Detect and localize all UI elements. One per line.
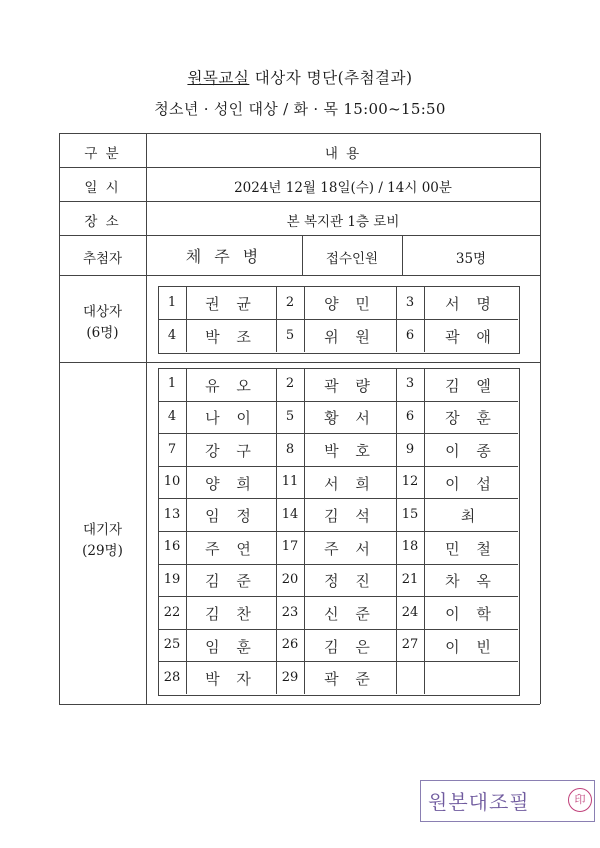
drawer-label: 추첨자 — [82, 251, 123, 267]
entry-number: 19 — [163, 571, 181, 587]
entry-number: 8 — [285, 441, 295, 457]
entry-number: 20 — [281, 571, 299, 587]
entry-name: 곽 준 — [324, 670, 376, 689]
entry-name: 나 이 — [205, 409, 257, 428]
entry-number: 2 — [285, 376, 295, 392]
entry-number: 28 — [163, 669, 181, 685]
entry-name: 서 희 — [324, 474, 376, 493]
entry-number: 24 — [401, 604, 419, 620]
entry-number: 13 — [163, 506, 181, 522]
entry-number: 15 — [401, 506, 419, 522]
entry-name: 이 종 — [445, 442, 497, 460]
entry-name: 김 준 — [205, 572, 257, 591]
entry-number: 2 — [285, 294, 295, 310]
title-main: 원목교실 — [187, 69, 250, 87]
entry-number: 14 — [281, 506, 299, 522]
entry-number: 5 — [285, 408, 295, 424]
entry-name: 양 민 — [324, 295, 376, 313]
entry-name: 김 찬 — [205, 605, 257, 623]
entry-number: 18 — [401, 539, 419, 555]
waiting-label-line2: (29명) — [82, 543, 123, 559]
stamp-text: 원본대조필 — [428, 790, 530, 814]
entry-name: 양 희 — [205, 474, 257, 493]
place-value: 본 복지관 1층 로비 — [286, 214, 400, 230]
entry-name: 이 섭 — [445, 474, 497, 493]
entry-name: 민 철 — [445, 539, 497, 558]
entry-number: 6 — [405, 408, 415, 424]
entry-number: 3 — [405, 294, 415, 310]
entry-name: 황 서 — [324, 409, 376, 428]
entry-number: 26 — [281, 637, 299, 653]
entry-name: 권 균 — [205, 295, 257, 313]
entry-name: 이 빈 — [445, 637, 497, 656]
received-label: 접수인원 — [325, 251, 379, 267]
entry-name: 강 구 — [205, 442, 257, 460]
entry-number: 29 — [281, 669, 299, 685]
entry-name: 주 연 — [205, 539, 257, 558]
entry-number: 11 — [281, 474, 299, 490]
entry-name: 곽 애 — [445, 328, 497, 346]
entry-number: 25 — [163, 637, 181, 653]
entry-number: 16 — [163, 539, 181, 555]
document-subtitle: 청소년 · 성인 대상 / 화 · 목 15:00~15:50 — [154, 100, 446, 118]
selected-label-line1: 대상자 — [82, 304, 123, 320]
waiting-label-line1: 대기자 — [82, 522, 123, 538]
entry-number: 7 — [167, 441, 177, 457]
entry-number: 5 — [285, 327, 295, 343]
entry-name: 유 오 — [205, 376, 257, 395]
entry-name: 임 정 — [205, 507, 257, 526]
entry-number: 17 — [281, 539, 299, 555]
category-value: 내 용 — [324, 146, 362, 162]
entry-number: 3 — [405, 376, 415, 392]
entry-name: 서 명 — [445, 295, 497, 313]
title-rest: 대상자 명단(추첨결과) — [249, 69, 413, 87]
entry-number: 6 — [405, 327, 415, 343]
entry-number: 23 — [281, 604, 299, 620]
entry-name: 김 은 — [324, 637, 376, 656]
entry-name: 정 진 — [324, 572, 376, 591]
entry-number: 27 — [401, 637, 419, 653]
entry-name: 임 훈 — [205, 637, 257, 656]
entry-name: 차 옥 — [445, 572, 497, 591]
document-title — [0, 66, 600, 88]
selected-label-line2: (6명) — [86, 325, 119, 341]
entry-number: 10 — [163, 474, 181, 490]
entry-number: 1 — [167, 376, 177, 392]
entry-name: 위 원 — [324, 328, 376, 346]
entry-name: 주 서 — [324, 539, 376, 558]
entry-name: 김 석 — [324, 507, 376, 526]
entry-name: 신 준 — [324, 605, 376, 623]
entry-number: 4 — [167, 327, 177, 343]
drawer-signature: 체 주 병 — [185, 247, 263, 266]
received-value: 35명 — [455, 251, 487, 267]
entry-number: 22 — [163, 604, 181, 620]
entry-name: 박 자 — [205, 670, 257, 689]
entry-number: 1 — [167, 294, 177, 310]
entry-name: 곽 량 — [324, 376, 376, 395]
category-label: 구 분 — [84, 146, 121, 162]
entry-number: 21 — [401, 571, 419, 587]
entry-name: 박 조 — [205, 328, 257, 346]
place-label: 장 소 — [84, 214, 121, 230]
entry-name: 장 훈 — [445, 409, 497, 428]
entry-name: 박 호 — [324, 442, 376, 460]
entry-name: 이 학 — [445, 605, 497, 623]
date-label: 일 시 — [84, 180, 121, 196]
entry-name: 최 — [460, 507, 482, 526]
entry-number: 4 — [167, 408, 177, 424]
date-value: 2024년 12월 18일(수) / 14시 00분 — [234, 180, 452, 196]
seal-icon: 印 — [568, 788, 592, 812]
entry-number: 9 — [405, 441, 415, 457]
entry-name: 김 엘 — [445, 376, 497, 395]
entry-number: 12 — [401, 474, 419, 490]
